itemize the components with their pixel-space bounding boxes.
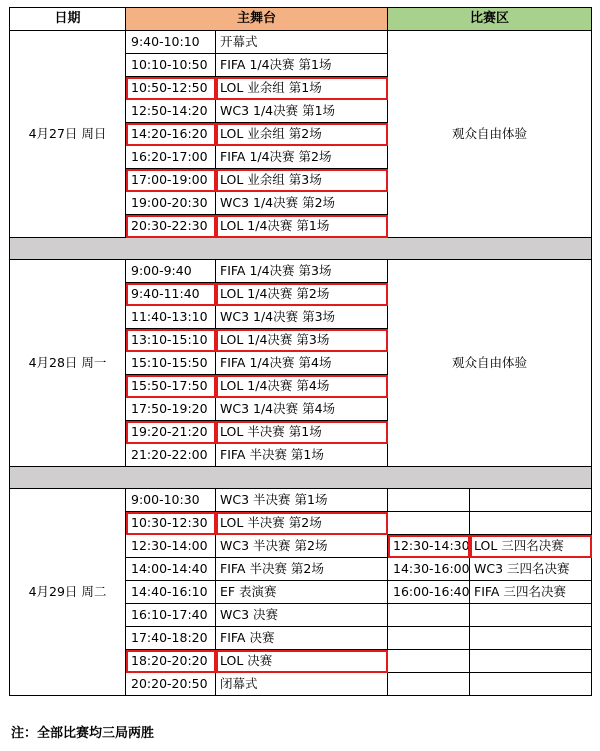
main-time-cell: 19:00-20:30 xyxy=(126,192,216,215)
day-separator xyxy=(10,238,592,260)
main-time-cell: 17:50-19:20 xyxy=(126,398,216,421)
main-time-cell: 12:50-14:20 xyxy=(126,100,216,123)
footnote: 注：全部比赛均三局两胜 xyxy=(11,726,155,741)
main-event-cell: LOL 业余组 第3场 xyxy=(216,169,388,192)
main-time-cell: 10:10-10:50 xyxy=(126,54,216,77)
schedule-row xyxy=(10,489,592,512)
main-event-cell: FIFA 半决赛 第1场 xyxy=(216,444,388,467)
day-separator-row xyxy=(10,238,592,260)
main-event-cell: LOL 决赛 xyxy=(216,650,388,673)
main-time-cell: 11:40-13:10 xyxy=(126,306,216,329)
main-event-cell: EF 表演赛 xyxy=(216,581,388,604)
main-event-cell: LOL 1/4决赛 第1场 xyxy=(216,215,388,238)
competition-event-cell xyxy=(470,604,592,627)
schedule-row xyxy=(10,260,592,283)
competition-event-cell xyxy=(470,627,592,650)
main-event-cell: WC3 决赛 xyxy=(216,604,388,627)
competition-time-cell xyxy=(388,627,470,650)
main-event-cell: LOL 1/4决赛 第4场 xyxy=(216,375,388,398)
main-event-cell: FIFA 半决赛 第2场 xyxy=(216,558,388,581)
competition-time-cell xyxy=(388,604,470,627)
main-time-cell: 18:20-20:20 xyxy=(126,650,216,673)
header-main-stage: 主舞台 xyxy=(126,8,388,31)
header-row xyxy=(10,8,592,31)
main-time-cell: 9:40-11:40 xyxy=(126,283,216,306)
main-event-cell: LOL 业余组 第1场 xyxy=(216,77,388,100)
main-time-cell: 15:10-15:50 xyxy=(126,352,216,375)
main-time-cell: 14:20-16:20 xyxy=(126,123,216,146)
competition-event-cell xyxy=(470,673,592,696)
competition-event-cell: WC3 三四名决赛 xyxy=(470,558,592,581)
main-time-cell: 14:40-16:10 xyxy=(126,581,216,604)
main-event-cell: WC3 1/4决赛 第4场 xyxy=(216,398,388,421)
day-separator-row xyxy=(10,467,592,489)
competition-time-cell xyxy=(388,512,470,535)
competition-time-cell: 14:30-16:00 xyxy=(388,558,470,581)
main-event-cell: WC3 1/4决赛 第2场 xyxy=(216,192,388,215)
main-event-cell: LOL 半决赛 第2场 xyxy=(216,512,388,535)
main-time-cell: 14:00-14:40 xyxy=(126,558,216,581)
main-time-cell: 15:50-17:50 xyxy=(126,375,216,398)
competition-time-cell: 16:00-16:40 xyxy=(388,581,470,604)
main-time-cell: 9:00-10:30 xyxy=(126,489,216,512)
main-event-cell: FIFA 1/4决赛 第1场 xyxy=(216,54,388,77)
competition-time-cell xyxy=(388,489,470,512)
main-event-cell: FIFA 决赛 xyxy=(216,627,388,650)
schedule-row xyxy=(10,31,592,54)
main-time-cell: 20:30-22:30 xyxy=(126,215,216,238)
main-event-cell: 开幕式 xyxy=(216,31,388,54)
main-event-cell: FIFA 1/4决赛 第4场 xyxy=(216,352,388,375)
date-cell: 4月28日 周一 xyxy=(10,260,126,467)
main-time-cell: 10:30-12:30 xyxy=(126,512,216,535)
main-event-cell: LOL 半决赛 第1场 xyxy=(216,421,388,444)
schedule-table xyxy=(9,7,592,696)
main-time-cell: 9:00-9:40 xyxy=(126,260,216,283)
competition-event-cell: FIFA 三四名决赛 xyxy=(470,581,592,604)
competition-event-cell xyxy=(470,489,592,512)
competition-time-cell xyxy=(388,650,470,673)
day-separator xyxy=(10,467,592,489)
main-event-cell: 闭幕式 xyxy=(216,673,388,696)
main-time-cell: 16:10-17:40 xyxy=(126,604,216,627)
main-event-cell: LOL 1/4决赛 第3场 xyxy=(216,329,388,352)
competition-event-cell xyxy=(470,512,592,535)
competition-event-cell: LOL 三四名决赛 xyxy=(470,535,592,558)
main-event-cell: WC3 半决赛 第1场 xyxy=(216,489,388,512)
header-competition-area: 比赛区 xyxy=(388,8,592,31)
main-event-cell: WC3 半决赛 第2场 xyxy=(216,535,388,558)
main-time-cell: 13:10-15:10 xyxy=(126,329,216,352)
competition-time-cell xyxy=(388,673,470,696)
main-event-cell: WC3 1/4决赛 第1场 xyxy=(216,100,388,123)
header-date: 日期 xyxy=(10,8,126,31)
main-time-cell: 17:00-19:00 xyxy=(126,169,216,192)
main-time-cell: 17:40-18:20 xyxy=(126,627,216,650)
main-time-cell: 20:20-20:50 xyxy=(126,673,216,696)
main-event-cell: WC3 1/4决赛 第3场 xyxy=(216,306,388,329)
main-event-cell: FIFA 1/4决赛 第3场 xyxy=(216,260,388,283)
main-time-cell: 16:20-17:00 xyxy=(126,146,216,169)
competition-free-cell: 观众自由体验 xyxy=(388,260,592,467)
competition-free-cell: 观众自由体验 xyxy=(388,31,592,238)
main-event-cell: LOL 1/4决赛 第2场 xyxy=(216,283,388,306)
schedule-body xyxy=(10,31,592,696)
schedule-container xyxy=(9,7,591,696)
main-time-cell: 21:20-22:00 xyxy=(126,444,216,467)
main-event-cell: LOL 业余组 第2场 xyxy=(216,123,388,146)
competition-event-cell xyxy=(470,650,592,673)
main-time-cell: 10:50-12:50 xyxy=(126,77,216,100)
competition-time-cell: 12:30-14:30 xyxy=(388,535,470,558)
date-cell: 4月27日 周日 xyxy=(10,31,126,238)
date-cell: 4月29日 周二 xyxy=(10,489,126,696)
main-event-cell: FIFA 1/4决赛 第2场 xyxy=(216,146,388,169)
main-time-cell: 19:20-21:20 xyxy=(126,421,216,444)
main-time-cell: 12:30-14:00 xyxy=(126,535,216,558)
main-time-cell: 9:40-10:10 xyxy=(126,31,216,54)
